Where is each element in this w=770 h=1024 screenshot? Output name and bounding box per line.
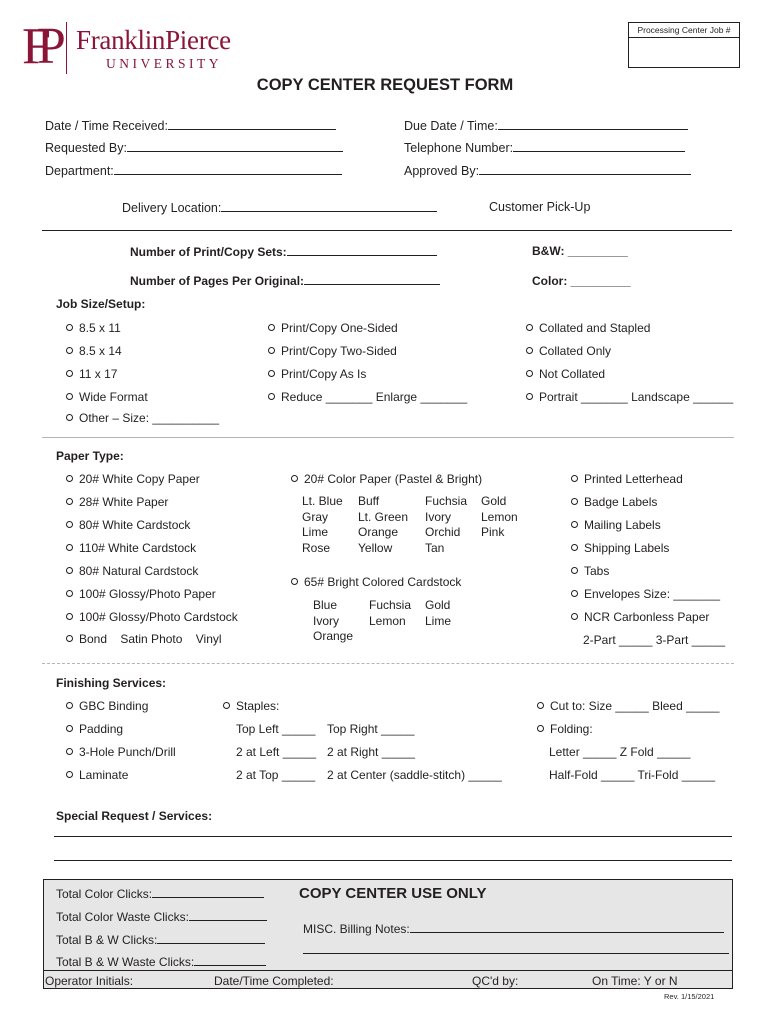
bond-option[interactable]: Bond xyxy=(79,632,108,646)
color-item[interactable]: Orange xyxy=(358,525,399,539)
option-label: NCR Carbonless Paper xyxy=(584,610,710,624)
radio-circle-icon[interactable] xyxy=(66,771,73,778)
bright-color-grid xyxy=(313,598,475,645)
color-item[interactable]: Buff xyxy=(358,494,380,508)
radio-circle-icon[interactable] xyxy=(66,748,73,755)
radio-circle-icon[interactable] xyxy=(268,324,275,331)
radio-circle-icon[interactable] xyxy=(291,578,298,585)
option-label: 11 x 17 xyxy=(79,367,118,381)
misc-billing-field[interactable] xyxy=(303,921,724,936)
option-label: Collated Only xyxy=(539,344,612,358)
office-bottom-row xyxy=(43,970,733,971)
finishing-opt[interactable] xyxy=(66,745,176,759)
radio-circle-icon[interactable] xyxy=(268,393,275,400)
option-label: Wide Format xyxy=(79,390,148,404)
telephone-number-label: Telephone Number: xyxy=(404,141,514,155)
option-label: Portrait _______ Landscape ______ xyxy=(539,390,734,404)
paper-opt[interactable] xyxy=(66,472,200,486)
telephone-number-field[interactable] xyxy=(404,140,685,155)
staples-row[interactable] xyxy=(236,768,315,782)
divider xyxy=(42,663,734,664)
radio-circle-icon[interactable] xyxy=(66,414,73,421)
staple-position[interactable]: 2 at Center (saddle-stitch) _____ xyxy=(327,768,502,782)
due-date-time-field[interactable] xyxy=(404,118,688,133)
color-item[interactable]: Fuchsia xyxy=(369,598,412,612)
job-size-opt[interactable] xyxy=(66,321,121,335)
radio-circle-icon[interactable] xyxy=(66,347,73,354)
finishing-opt[interactable] xyxy=(66,768,128,782)
color-paper-opt[interactable] xyxy=(291,472,482,486)
option-label: Mailing Labels xyxy=(584,518,661,532)
radio-circle-icon[interactable] xyxy=(66,725,73,732)
paper-opt[interactable] xyxy=(66,495,168,509)
requested-by-field[interactable] xyxy=(45,140,343,155)
color-item[interactable]: Lt. Blue xyxy=(302,494,343,508)
total-bw-waste-label: Total B & W Waste Clicks: xyxy=(56,955,195,969)
cut-to-opt[interactable] xyxy=(537,699,719,713)
satin-photo-option[interactable]: Satin Photo xyxy=(120,632,183,646)
option-label: 3-Hole Punch/Drill xyxy=(79,745,176,759)
ncr-parts-field[interactable]: 2-Part _____ 3-Part _____ xyxy=(583,633,726,647)
color-field[interactable]: Color: _________ xyxy=(532,274,631,288)
radio-circle-icon[interactable] xyxy=(537,702,544,709)
option-label: Staples: xyxy=(236,699,280,713)
staple-position[interactable]: 2 at Right _____ xyxy=(327,745,416,759)
radio-circle-icon[interactable] xyxy=(66,521,73,528)
radio-circle-icon[interactable] xyxy=(66,324,73,331)
option-label: Print/Copy Two-Sided xyxy=(281,344,397,358)
paper-opt[interactable] xyxy=(66,587,216,601)
divider xyxy=(42,437,734,438)
radio-circle-icon[interactable] xyxy=(66,702,73,709)
bw-field[interactable]: B&W: _________ xyxy=(532,244,628,258)
option-label: 110# White Cardstock xyxy=(79,541,197,555)
option-label: 65# Bright Colored Cardstock xyxy=(304,575,462,589)
finishing-opt[interactable] xyxy=(66,722,123,736)
date-time-completed-field[interactable]: Date/Time Completed: xyxy=(214,974,334,988)
option-label: Print/Copy As Is xyxy=(281,367,367,381)
date-time-received-field[interactable] xyxy=(45,118,336,133)
staple-position[interactable]: Top Left _____ xyxy=(236,722,316,736)
option-label: Other – Size: __________ xyxy=(79,411,220,425)
misc-billing-line-2[interactable] xyxy=(303,953,729,954)
delivery-location-field[interactable] xyxy=(122,200,437,215)
specialty-paper-opt[interactable] xyxy=(571,541,669,555)
print-side-opt[interactable] xyxy=(268,367,366,381)
color-item[interactable]: Lemon xyxy=(369,613,406,628)
fold-row[interactable]: Letter _____ Z Fold _____ xyxy=(549,745,691,759)
num-sets-field[interactable] xyxy=(130,244,437,259)
option-label: Collated and Stapled xyxy=(539,321,651,335)
paper-bond-row[interactable] xyxy=(66,632,222,646)
paper-opt[interactable] xyxy=(66,541,196,555)
option-label: Tabs xyxy=(584,564,610,578)
option-label: 8.5 x 11 xyxy=(79,321,121,335)
total-color-waste-field[interactable] xyxy=(56,909,267,924)
staples-row[interactable] xyxy=(327,768,502,782)
radio-circle-icon[interactable] xyxy=(291,475,298,482)
specialty-paper-opt[interactable] xyxy=(571,495,657,509)
special-request-heading: Special Request / Services: xyxy=(56,809,213,823)
radio-circle-icon[interactable] xyxy=(571,475,578,482)
customer-pickup-option[interactable]: Customer Pick-Up xyxy=(489,200,591,214)
total-color-waste-label: Total Color Waste Clicks: xyxy=(56,910,189,924)
bright-cardstock-opt[interactable] xyxy=(291,575,461,589)
color-item[interactable]: Blue xyxy=(313,598,338,612)
folding-opt[interactable] xyxy=(537,722,593,736)
option-label: Printed Letterhead xyxy=(584,472,683,486)
color-item[interactable]: Lemon xyxy=(481,509,518,524)
revision-label: Rev. 1/15/2021 xyxy=(664,992,715,1001)
color-item[interactable]: Yellow xyxy=(358,540,393,555)
department-label: Department: xyxy=(45,164,114,178)
color-item xyxy=(481,541,531,557)
color-item[interactable]: Pink xyxy=(481,525,505,539)
radio-circle-icon[interactable] xyxy=(66,370,73,377)
logo-monogram: FP xyxy=(22,18,52,75)
option-label: 28# White Paper xyxy=(79,495,169,509)
staples-row[interactable] xyxy=(327,745,415,759)
paper-type-heading: Paper Type: xyxy=(56,449,124,463)
logo xyxy=(22,20,242,76)
color-item[interactable]: Orchid xyxy=(425,525,461,539)
option-label: Shipping Labels xyxy=(584,541,670,555)
color-item[interactable]: Gray xyxy=(302,509,329,524)
radio-circle-icon[interactable] xyxy=(537,725,544,732)
color-item[interactable]: Fuchsia xyxy=(425,494,468,508)
processing-job-label: Processing Center Job # xyxy=(629,23,739,38)
staple-position[interactable]: 2 at Top _____ xyxy=(236,768,316,782)
option-label: GBC Binding xyxy=(79,699,149,713)
operator-initials-field[interactable]: Operator Initials: xyxy=(45,974,134,988)
paper-opt[interactable] xyxy=(66,610,238,624)
radio-circle-icon[interactable] xyxy=(571,498,578,505)
option-label: 20# Color Paper (Pastel & Bright) xyxy=(304,472,483,486)
radio-circle-icon[interactable] xyxy=(268,370,275,377)
staples-row[interactable] xyxy=(236,722,315,736)
option-label: Print/Copy One-Sided xyxy=(281,321,398,335)
specialty-paper-opt[interactable] xyxy=(571,587,720,601)
specialty-paper-opt[interactable] xyxy=(571,472,683,486)
job-size-opt[interactable] xyxy=(66,367,117,381)
color-item[interactable]: Gold xyxy=(481,494,507,508)
on-time-field[interactable]: On Time: Y or N xyxy=(592,974,678,988)
option-label: Not Collated xyxy=(539,367,606,381)
option-label: 8.5 x 14 xyxy=(79,344,122,358)
num-sets-label: Number of Print/Copy Sets: xyxy=(130,245,287,259)
paper-opt[interactable] xyxy=(66,518,190,532)
num-pages-label: Number of Pages Per Original: xyxy=(130,274,305,288)
approved-by-field[interactable] xyxy=(404,163,691,178)
divider xyxy=(42,230,732,231)
color-item[interactable]: Ivory xyxy=(425,509,452,524)
total-bw-clicks-label: Total B & W Clicks: xyxy=(56,933,158,947)
color-item[interactable]: Tan xyxy=(425,540,445,555)
fold-row[interactable]: Half-Fold _____ Tri-Fold _____ xyxy=(549,768,716,782)
option-label: 80# Natural Cardstock xyxy=(79,564,199,578)
print-side-opt[interactable] xyxy=(268,390,467,404)
qcd-by-field[interactable]: QC'd by: xyxy=(472,974,519,988)
special-request-line-2[interactable] xyxy=(54,860,732,861)
radio-circle-icon[interactable] xyxy=(526,347,533,354)
option-label: Laminate xyxy=(79,768,129,782)
color-item[interactable]: Lime xyxy=(425,613,452,628)
job-size-opt[interactable] xyxy=(66,390,148,404)
color-item[interactable]: Rose xyxy=(302,540,331,555)
color-item[interactable]: Lt. Green xyxy=(358,509,409,524)
option-label: Badge Labels xyxy=(584,495,658,509)
department-field[interactable] xyxy=(45,163,342,178)
due-date-time-label: Due Date / Time: xyxy=(404,119,498,133)
radio-circle-icon[interactable] xyxy=(66,590,73,597)
option-label: Reduce _______ Enlarge _______ xyxy=(281,390,468,404)
job-size-heading: Job Size/Setup: xyxy=(56,297,146,311)
delivery-location-label: Delivery Location: xyxy=(122,201,222,215)
finishing-heading: Finishing Services: xyxy=(56,676,167,690)
total-color-clicks-label: Total Color Clicks: xyxy=(56,887,153,901)
option-label: Envelopes Size: _______ xyxy=(584,587,721,601)
print-side-opt[interactable] xyxy=(268,321,398,335)
special-request-line-1[interactable] xyxy=(54,836,732,837)
radio-circle-icon[interactable] xyxy=(526,393,533,400)
office-use-title: COPY CENTER USE ONLY xyxy=(299,885,487,902)
radio-circle-icon[interactable] xyxy=(223,702,230,709)
radio-circle-icon[interactable] xyxy=(66,567,73,574)
form-title: COPY CENTER REQUEST FORM xyxy=(256,76,514,94)
print-side-opt[interactable] xyxy=(268,344,397,358)
radio-circle-icon[interactable] xyxy=(66,635,73,642)
color-item xyxy=(369,629,425,645)
radio-circle-icon[interactable] xyxy=(268,347,275,354)
radio-circle-icon[interactable] xyxy=(66,393,73,400)
collation-opt[interactable] xyxy=(526,321,650,335)
date-time-received-label: Date / Time Received: xyxy=(45,119,168,133)
radio-circle-icon[interactable] xyxy=(66,498,73,505)
color-item xyxy=(425,629,475,645)
approved-by-label: Approved By: xyxy=(404,164,480,178)
total-bw-clicks-field[interactable] xyxy=(56,932,265,947)
requested-by-label: Requested By: xyxy=(45,141,127,155)
staples-row[interactable] xyxy=(327,722,414,736)
specialty-paper-opt[interactable] xyxy=(571,518,661,532)
radio-circle-icon[interactable] xyxy=(66,544,73,551)
num-pages-field[interactable] xyxy=(130,273,440,288)
misc-billing-label: MISC. Billing Notes: xyxy=(303,922,410,936)
option-label: Folding: xyxy=(550,722,593,736)
collation-opt[interactable] xyxy=(526,390,733,404)
radio-circle-icon[interactable] xyxy=(571,613,578,620)
job-size-opt[interactable] xyxy=(66,411,219,425)
collation-opt[interactable] xyxy=(526,344,611,358)
option-label: 80# White Cardstock xyxy=(79,518,191,532)
color-item[interactable]: Ivory xyxy=(313,613,340,628)
staples-opt[interactable] xyxy=(223,699,279,713)
radio-circle-icon[interactable] xyxy=(571,544,578,551)
collation-opt[interactable] xyxy=(526,367,605,381)
logo-brand-sub: UNIVERSITY xyxy=(106,56,222,71)
specialty-paper-opt[interactable] xyxy=(571,564,609,578)
radio-circle-icon[interactable] xyxy=(571,521,578,528)
radio-circle-icon[interactable] xyxy=(66,613,73,620)
option-label: Padding xyxy=(79,722,124,736)
total-bw-waste-field[interactable] xyxy=(56,954,266,969)
specialty-paper-opt[interactable] xyxy=(571,610,709,624)
staple-position[interactable]: 2 at Left _____ xyxy=(236,745,317,759)
color-item[interactable]: Gold xyxy=(425,598,451,612)
staple-position[interactable]: Top Right _____ xyxy=(327,722,415,736)
logo-brand-name: FranklinPierce xyxy=(76,25,231,55)
color-item[interactable]: Lime xyxy=(302,525,329,539)
option-label: Cut to: Size _____ Bleed _____ xyxy=(550,699,720,713)
paper-opt[interactable] xyxy=(66,564,198,578)
radio-circle-icon[interactable] xyxy=(526,370,533,377)
finishing-opt[interactable] xyxy=(66,699,148,713)
staples-row[interactable] xyxy=(236,745,316,759)
logo-divider xyxy=(66,22,67,74)
option-label: 20# White Copy Paper xyxy=(79,472,200,486)
option-label: 100# Glossy/Photo Cardstock xyxy=(79,610,238,624)
option-label: 100# Glossy/Photo Paper xyxy=(79,587,216,601)
radio-circle-icon[interactable] xyxy=(66,475,73,482)
color-paper-grid xyxy=(302,494,531,556)
radio-circle-icon[interactable] xyxy=(571,590,578,597)
radio-circle-icon[interactable] xyxy=(571,567,578,574)
vinyl-option[interactable]: Vinyl xyxy=(195,632,222,646)
color-item[interactable]: Orange xyxy=(313,629,354,643)
total-color-clicks-field[interactable] xyxy=(56,886,264,901)
processing-job-box[interactable] xyxy=(628,22,740,68)
radio-circle-icon[interactable] xyxy=(526,324,533,331)
job-size-opt[interactable] xyxy=(66,344,122,358)
